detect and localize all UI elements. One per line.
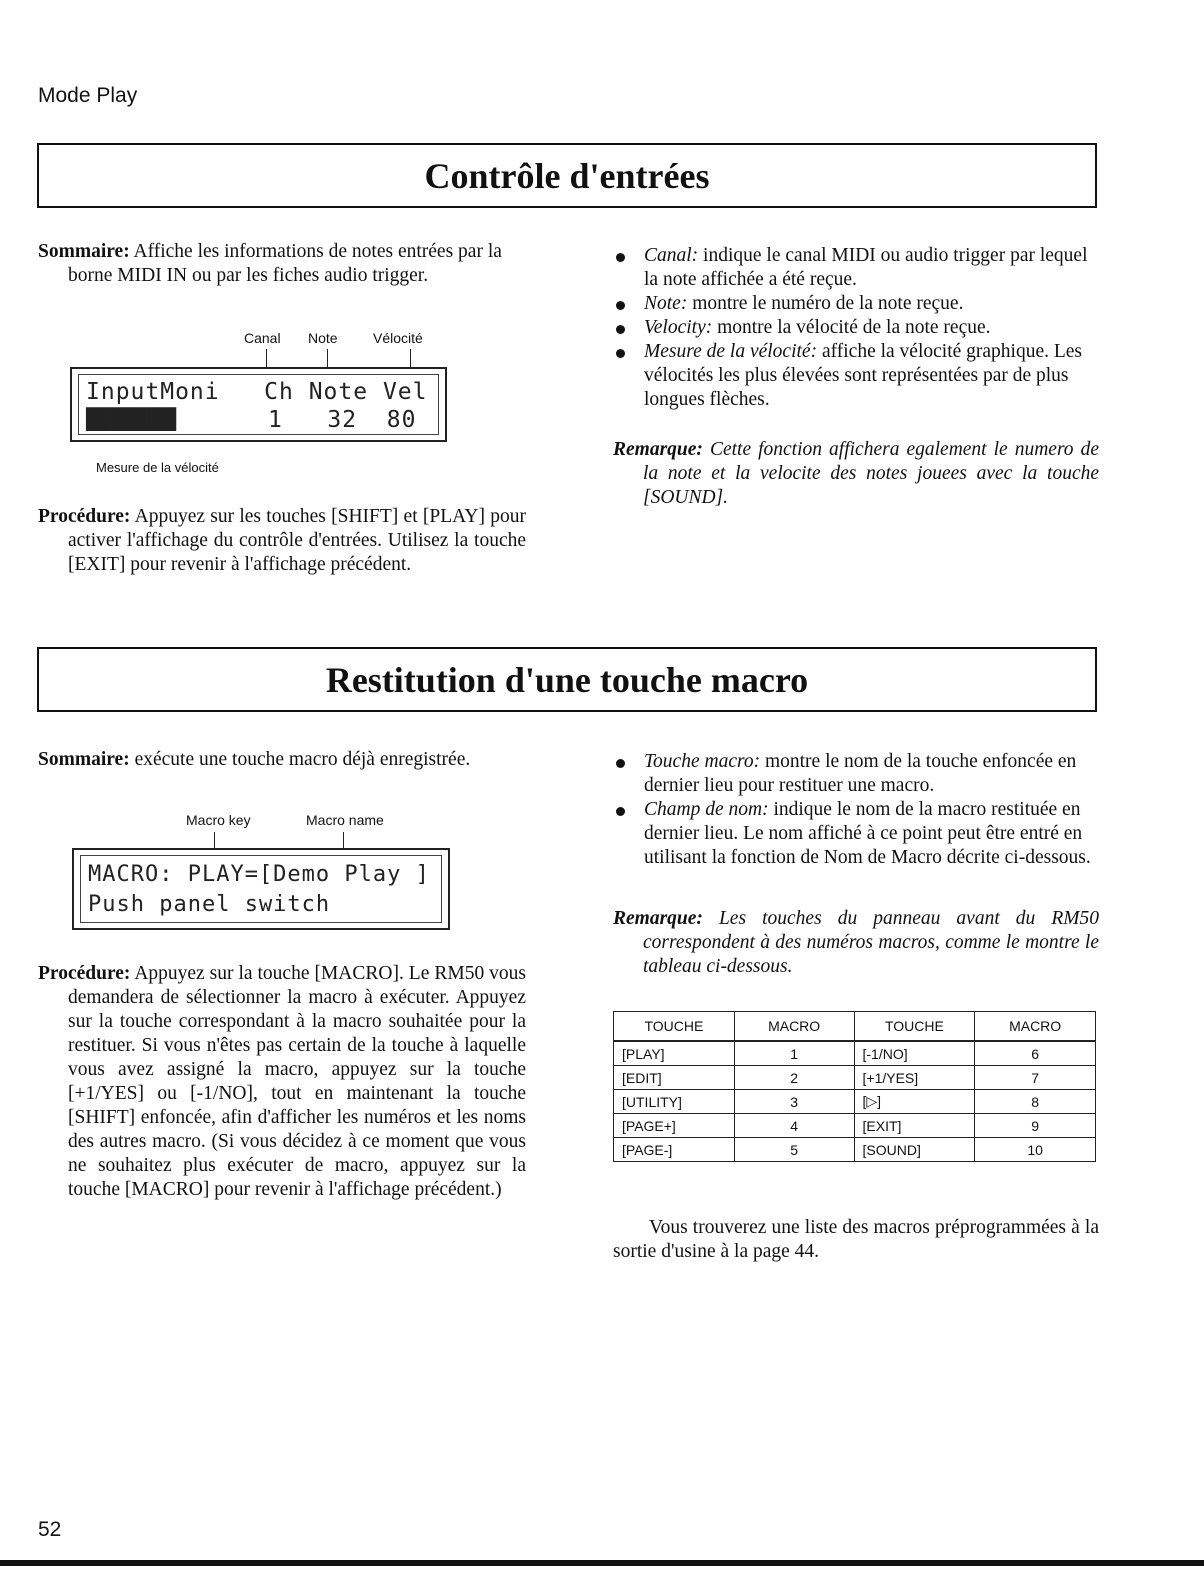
table-cell: [EXIT] [854,1114,975,1138]
table-cell: [-1/NO] [854,1041,975,1066]
table-cell: [PAGE-] [614,1138,735,1162]
table-cell: 2 [734,1066,854,1090]
table-cell: [SOUND] [854,1138,975,1162]
remark-paragraph-macro [613,907,1099,979]
table-row [614,1041,1096,1066]
running-header: Mode Play [38,84,138,107]
bottom-rule [0,1560,1204,1566]
bullet-dot [616,325,625,334]
summary-text: exécute une touche macro déjà enregistrée. [129,749,471,770]
procedure-paragraph-macro [38,962,526,1202]
procedure-paragraph [38,505,526,577]
remark-text: Les touches du panneau avant du RM50 correspondent à des numéros macros, comme le montre le tableau ci-dessous. [643,908,1099,977]
page-number: 52 [38,1518,62,1541]
bullet-item: Velocity: montre la vélocité de la note reçue. [613,316,1099,340]
table-cell: 5 [734,1138,854,1162]
table-row [614,1138,1096,1162]
remark-label: Remarque: [613,908,703,929]
callout-velocity: Vélocité [373,330,423,346]
bullet-item: Note: montre le numéro de la note reçue. [613,292,1099,316]
remark-paragraph [613,438,1099,510]
bullet-list-input-monitor [613,244,1099,412]
summary-label: Sommaire: [38,749,130,770]
table-cell: 6 [975,1041,1096,1066]
procedure-text: Appuyez sur la touche [MACRO]. Le RM50 vous demandera de sélectionner la macro à exécuter. Appuyez sur la touche correspondant à la macro souhaitée pour la restituer. Si vous n'êtes pas certain de la touche à laquelle vous avez assigné la macro, appuyez sur la touche [+1/YES] ou [-1/NO], tout en maintenant la touche [SHIFT] enfoncée, afin d'afficher les numéros et les noms des autres macro. (Si vous décidez à ce moment que vous ne souhaitez plus exécuter de macro, appuyez sur la touche [MACRO] pour revenir à l'affichage précédent.) [68,963,526,1200]
lcd-line-1: InputMoni Ch Note Vel [86,379,428,405]
velocity-meter-bars: ███████▌ [86,407,183,431]
table-cell: 10 [975,1138,1096,1162]
table-header-row [614,1012,1096,1042]
table-row [614,1114,1096,1138]
callout-note: Note [308,330,338,346]
bullet-item: Champ de nom: indique le nom de la macro restituée en dernier lieu. Le nom affiché à ce point peut être entré en utilisant la fonction de Nom de Macro décrite ci-dessous. [613,798,1099,870]
procedure-text: Appuyez sur les touches [SHIFT] et [PLAY] pour activer l'affichage du contrôle d'entrées. Utilisez la touche [EXIT] pour revenir à l'affichage précédent. [68,506,526,575]
bullet-dot [616,301,625,310]
summary-paragraph-macro [38,748,538,772]
table-header-cell: MACRO [975,1012,1096,1042]
table-cell: [EDIT] [614,1066,735,1090]
bullet-dot [616,349,625,358]
lcd-display-macro [72,848,450,930]
table-cell: 8 [975,1090,1096,1114]
bullet-item: Canal: indique le canal MIDI ou audio trigger par lequel la note affichée a été reçue. [613,244,1099,292]
callout-velocity-meter: Mesure de la vélocité [96,460,219,475]
table-row [614,1066,1096,1090]
table-cell: 1 [734,1041,854,1066]
lcd-line-2-values: 1 32 80 [268,407,417,433]
table-cell: 4 [734,1114,854,1138]
table-cell: [▷] [854,1090,975,1114]
table-header-cell: TOUCHE [614,1012,735,1042]
table-cell: [PLAY] [614,1041,735,1066]
callout-macro-name: Macro name [306,812,384,828]
closing-paragraph: Vous trouverez une liste des macros préprogrammées à la sortie d'usine à la page 44. [613,1217,1099,1262]
lcd-display-input-monitor [70,367,447,442]
table-cell: 3 [734,1090,854,1114]
lcd-line-2: Push panel switch [88,892,331,917]
remark-text: Cette fonction affichera egalement le numero de la note et la velocite des notes jouees avec la touche [SOUND]. [643,439,1099,508]
table-header-cell: TOUCHE [854,1012,975,1042]
table-cell: 9 [975,1114,1096,1138]
table-header-cell: MACRO [734,1012,854,1042]
bullet-list-macro [613,750,1099,870]
bullet-dot [616,807,625,816]
table-cell: [UTILITY] [614,1090,735,1114]
bullet-item: Mesure de la vélocité: affiche la vélocité graphique. Les vélocités les plus élevées sont représentées par de plus longues flèches. [613,340,1099,412]
table-row [614,1090,1096,1114]
summary-paragraph [38,240,526,288]
table-cell: [PAGE+] [614,1114,735,1138]
section-title-macro-playback: Restitution d'une touche macro [37,647,1097,712]
section-title-input-monitor: Contrôle d'entrées [37,143,1097,208]
lcd-line-1: MACRO: PLAY=[Demo Play ] [88,862,430,887]
bullet-dot [616,759,625,768]
table-cell: 7 [975,1066,1096,1090]
procedure-label: Procédure: [38,963,131,984]
macro-key-table [613,1011,1096,1162]
procedure-label: Procédure: [38,506,131,527]
table-cell: [+1/YES] [854,1066,975,1090]
callout-macro-key: Macro key [186,812,251,828]
summary-label: Sommaire: [38,241,130,262]
bullet-dot [616,253,625,262]
summary-text: Affiche les informations de notes entrées par la borne MIDI IN ou par les fiches audio trigger. [68,241,502,286]
bullet-item: Touche macro: montre le nom de la touche enfoncée en dernier lieu pour restituer une macro. [613,750,1099,798]
remark-label: Remarque: [613,439,703,460]
callout-canal: Canal [244,330,281,346]
